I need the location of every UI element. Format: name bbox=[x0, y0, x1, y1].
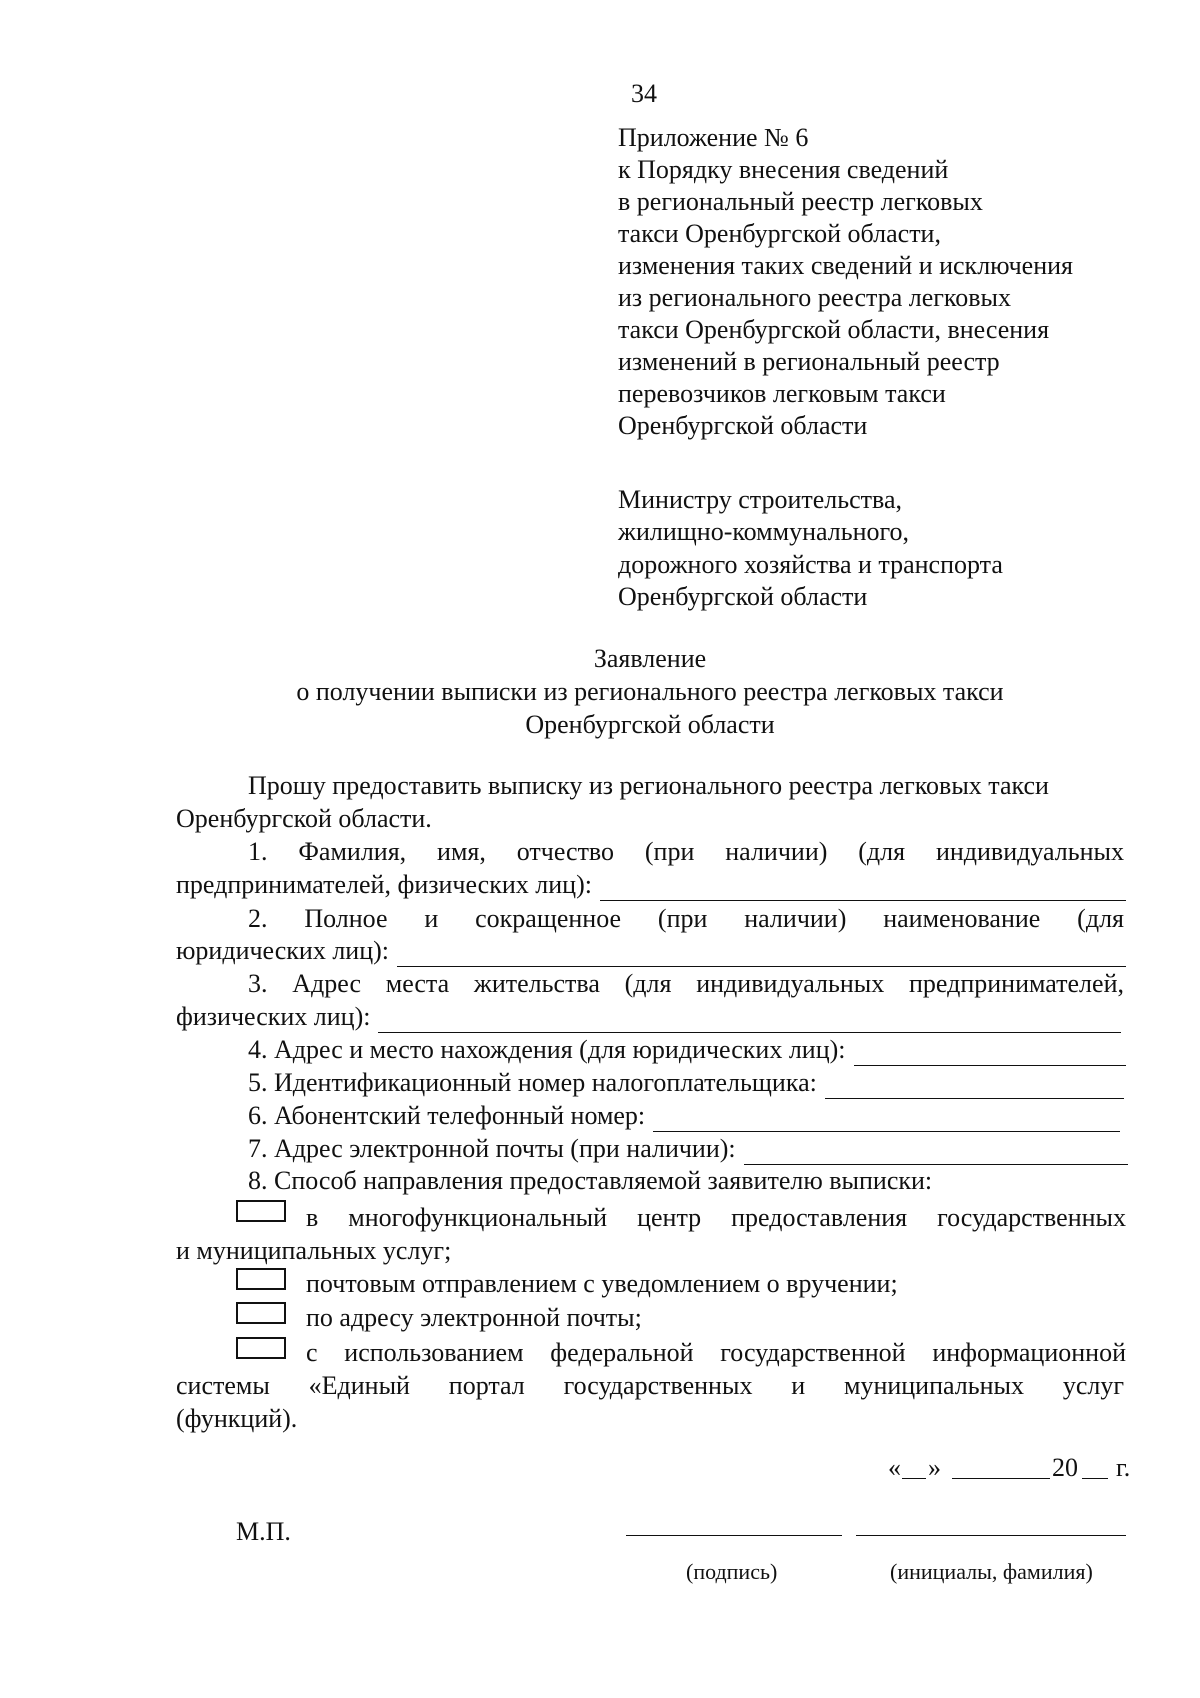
appendix-line: Оренбургской области bbox=[618, 411, 868, 440]
checkbox-email[interactable] bbox=[236, 1302, 286, 1324]
item-1-text: 1. Фамилия, имя, отчество (при наличии) (для индивидуальных bbox=[248, 837, 1124, 866]
appendix-line: Приложение № 6 bbox=[618, 123, 809, 152]
title-line: Оренбургской области bbox=[525, 710, 775, 739]
item-5-input-line[interactable] bbox=[825, 1076, 1124, 1099]
stamp-label: М.П. bbox=[236, 1517, 291, 1546]
item-2-input-line[interactable] bbox=[397, 944, 1126, 967]
intro-line: Оренбургской области. bbox=[176, 804, 432, 833]
intro-line: Прошу предоставить выписку из регионального реестра легковых такси bbox=[248, 771, 1049, 800]
item-2-field[interactable] bbox=[176, 935, 1126, 967]
item-4-label: 4. Адрес и место нахождения (для юридических лиц): bbox=[248, 1035, 846, 1064]
appendix-line: перевозчиков легковым такси bbox=[618, 379, 946, 408]
item-5-field[interactable] bbox=[248, 1067, 1124, 1099]
appendix-line: такси Оренбургской области, bbox=[618, 219, 941, 248]
appendix-line: изменений в региональный реестр bbox=[618, 347, 1000, 376]
checkbox-mfc[interactable] bbox=[236, 1200, 286, 1222]
option-gosuslugi-text-cont: системы «Единый портал государственных и муниципальных услуг bbox=[176, 1371, 1124, 1400]
appendix-line: из регионального реестра легковых bbox=[618, 283, 1011, 312]
option-gosuslugi-text: с использованием федеральной государственной информационной bbox=[306, 1338, 1126, 1367]
signature-line[interactable] bbox=[626, 1535, 842, 1536]
item-1-input-line[interactable] bbox=[600, 878, 1126, 901]
addressee-line: дорожного хозяйства и транспорта bbox=[618, 550, 1003, 579]
item-7-input-line[interactable] bbox=[744, 1142, 1128, 1165]
option-mfc-text-cont: и муниципальных услуг; bbox=[176, 1236, 452, 1265]
item-1-label: предпринимателей, физических лиц): bbox=[176, 870, 592, 899]
item-1-field[interactable] bbox=[176, 869, 1126, 901]
item-5-label: 5. Идентификационный номер налогоплательщика: bbox=[248, 1068, 817, 1097]
date-year-suffix: г. bbox=[1116, 1453, 1131, 1482]
item-4-input-line[interactable] bbox=[854, 1043, 1126, 1066]
item-6-field[interactable] bbox=[248, 1100, 1120, 1132]
item-7-field[interactable] bbox=[248, 1133, 1128, 1165]
date-month-line[interactable] bbox=[952, 1478, 1050, 1479]
item-6-label: 6. Абонентский телефонный номер: bbox=[248, 1101, 646, 1130]
option-email-text: по адресу электронной почты; bbox=[306, 1303, 642, 1332]
item-6-input-line[interactable] bbox=[653, 1109, 1120, 1132]
title-line: о получении выписки из регионального реестра легковых такси bbox=[296, 677, 1004, 706]
item-3-input-line[interactable] bbox=[378, 1010, 1121, 1033]
checkbox-post[interactable] bbox=[236, 1268, 286, 1290]
item-3-field[interactable] bbox=[176, 1001, 1121, 1033]
item-7-label: 7. Адрес электронной почты (при наличии): bbox=[248, 1134, 736, 1163]
date-close-quote: » bbox=[928, 1453, 941, 1482]
date-year-prefix: 20 bbox=[1052, 1453, 1078, 1482]
item-2-text: 2. Полное и сокращенное (при наличии) наименование (для bbox=[248, 904, 1124, 933]
addressee-line: Министру строительства, bbox=[618, 485, 902, 514]
option-mfc-text: в многофункциональный центр предоставления государственных bbox=[306, 1203, 1126, 1232]
date-year-line[interactable] bbox=[1082, 1478, 1108, 1479]
item-8-text: 8. Способ направления предоставляемой заявителю выписки: bbox=[248, 1166, 933, 1195]
name-line[interactable] bbox=[856, 1535, 1126, 1536]
item-2-label: юридических лиц): bbox=[176, 936, 390, 965]
appendix-line: в региональный реестр легковых bbox=[618, 187, 983, 216]
option-post-text: почтовым отправлением с уведомлением о вручении; bbox=[306, 1269, 898, 1298]
date-day-line[interactable] bbox=[902, 1478, 926, 1479]
item-3-text: 3. Адрес места жительства (для индивидуальных предпринимателей, bbox=[248, 969, 1124, 998]
appendix-line: к Порядку внесения сведений bbox=[618, 155, 949, 184]
date-open-quote: « bbox=[888, 1453, 901, 1482]
item-4-field[interactable] bbox=[248, 1034, 1126, 1066]
appendix-line: изменения таких сведений и исключения bbox=[618, 251, 1073, 280]
addressee-line: Оренбургской области bbox=[618, 582, 868, 611]
appendix-line: такси Оренбургской области, внесения bbox=[618, 315, 1050, 344]
name-caption: (инициалы, фамилия) bbox=[890, 1559, 1093, 1584]
signature-caption: (подпись) bbox=[686, 1559, 778, 1584]
addressee-line: жилищно-коммунального, bbox=[618, 517, 910, 546]
page-number: 34 bbox=[631, 79, 657, 108]
title-line: Заявление bbox=[593, 644, 707, 673]
option-gosuslugi-text-end: (функций). bbox=[176, 1404, 298, 1433]
checkbox-gosuslugi[interactable] bbox=[236, 1337, 286, 1359]
item-3-label: физических лиц): bbox=[176, 1002, 371, 1031]
